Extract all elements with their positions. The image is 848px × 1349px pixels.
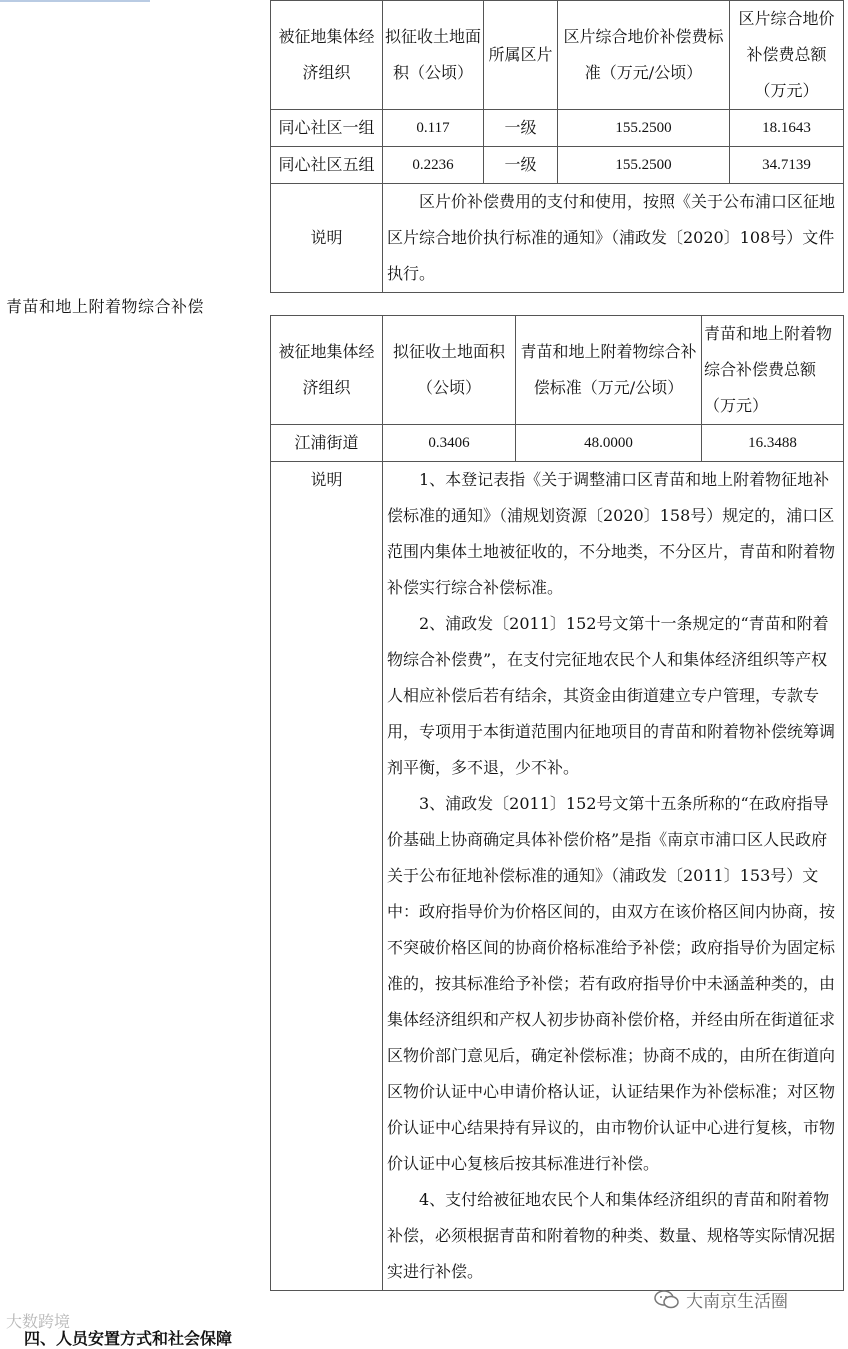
org-cell: 同心社区一组 [271,110,383,147]
org-cell: 同心社区五组 [271,147,383,184]
note-label: 说明 [271,462,383,1291]
header-cell: 被征地集体经济组织 [271,316,383,425]
note-paragraph-3: 3、浦政发〔2011〕152号文第十五条所称的“在政府指导价基础上协商确定具体补偿价格”是指《南京市浦口区人民政府关于公布征地补偿标准的通知》（浦政发〔2011〕153号）文中：政府指导价为价格区间的，由双方在该价格区间内协商，按不突破价格区间的协商价格标准给予补偿；政府指导价为固定标准的，按其标准给予补偿；若有政府指导价中未涵盖种类的，由集体经济组织和产权人初步协商补偿价格，并经由所在街道征求区物价部门意见后，确定补偿标准；协商不成的，由所在街道向区物价认证中心申请价格认证，认证结果作为补偿标准；对区物价认证中心结果持有异议的，由市物价认证中心进行复核，市物价认证中心复核后按其标准进行补偿。 [387,794,836,1173]
header-cell: 青苗和地上附着物综合补偿标准（万元/公顷） [516,316,702,425]
watermark-left: 大数跨境 [6,1312,71,1331]
header-cell: 区片综合地价补偿费标准（万元/公顷） [558,1,730,110]
note-text-cell [383,462,844,1291]
total-cell: 18.1643 [730,110,844,147]
header-cell: 拟征收土地面积（公顷） [383,316,516,425]
watermark-right [654,1287,788,1312]
note-row [271,184,844,293]
table-row [271,147,844,184]
next-section-title: 四、人员安置方式和社会保障 [24,1329,233,1348]
header-cell: 青苗和地上附着物综合补偿费总额（万元） [702,316,844,425]
land-price-compensation-table [270,0,844,293]
note-row [271,462,844,1291]
header-cell: 拟征收土地面积（公顷） [383,1,484,110]
watermark-right-text: 大南京生活圈 [686,1292,788,1312]
top-rule [0,0,150,2]
total-cell: 16.3488 [702,425,844,462]
standard-cell: 155.2500 [558,110,730,147]
area-cell: 0.3406 [383,425,516,462]
header-cell: 区片综合地价补偿费总额（万元） [730,1,844,110]
crop-attachment-compensation-table [270,315,844,1291]
table-header-row [271,316,844,425]
total-cell: 34.7139 [730,147,844,184]
header-cell: 被征地集体经济组织 [271,1,383,110]
section-title: 青苗和地上附着物综合补偿 [6,297,205,316]
note-paragraph-4: 4、支付给被征地农民个人和集体经济组织的青苗和附着物补偿，必须根据青苗和附着物的种类、数量、规格等实际情况据实进行补偿。 [387,1190,836,1281]
header-cell: 所属区片 [484,1,558,110]
note-text-cell [383,184,844,293]
area-cell: 0.2236 [383,147,484,184]
table-header-row [271,1,844,110]
note-paragraph-2: 2、浦政发〔2011〕152号文第十一条规定的“青苗和附着物综合补偿费”，在支付完征地农民个人和集体经济组织等产权人相应补偿后若有结余，其资金由街道建立专户管理，专款专用，专项用于本街道范围内征地项目的青苗和附着物补偿统筹调剂平衡，多不退，少不补。 [387,614,836,777]
org-cell: 江浦街道 [271,425,383,462]
wechat-icon [654,1290,680,1310]
area-cell: 0.117 [383,110,484,147]
zone-cell: 一级 [484,147,558,184]
zone-cell: 一级 [484,110,558,147]
table-row [271,425,844,462]
table-row [271,110,844,147]
standard-cell: 155.2500 [558,147,730,184]
note-label: 说明 [271,184,383,293]
note-paragraph-1: 1、本登记表指《关于调整浦口区青苗和地上附着物征地补偿标准的通知》（浦规划资源〔2020〕158号）规定的，浦口区范围内集体土地被征收的，不分地类，不分区片，青苗和附着物补偿实行综合补偿标准。 [387,470,836,597]
standard-cell: 48.0000 [516,425,702,462]
note-paragraph: 区片价补偿费用的支付和使用，按照《关于公布浦口区征地区片综合地价执行标准的通知》（浦政发〔2020〕108号）文件执行。 [387,192,836,283]
